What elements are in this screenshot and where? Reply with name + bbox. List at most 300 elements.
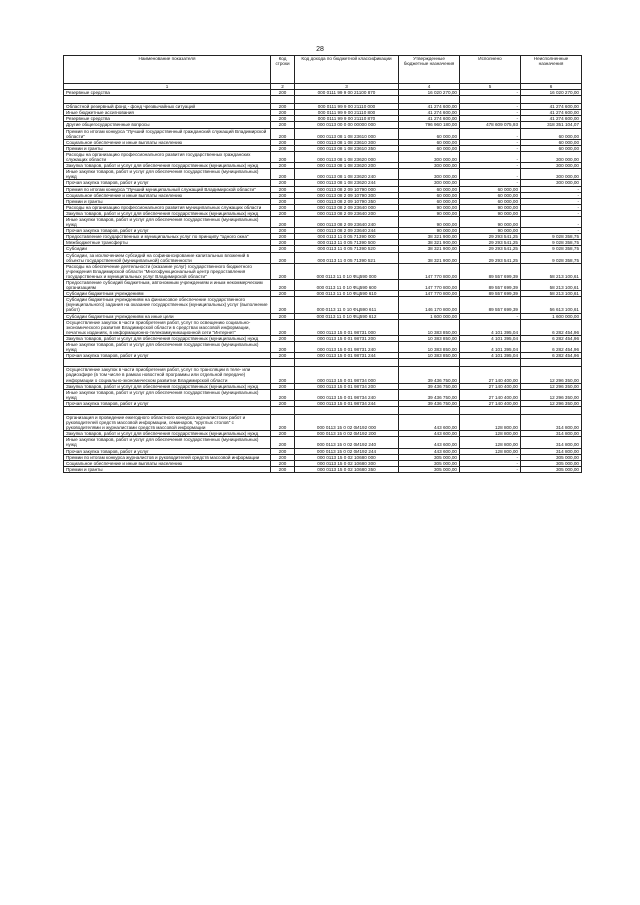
executed-cell: -	[460, 169, 521, 180]
unexecuted-cell: -	[521, 198, 582, 204]
executed-cell: -	[460, 163, 521, 169]
approved-cell: 38 321 900,00	[399, 252, 460, 263]
unexecuted-cell: 300 000,00	[521, 180, 582, 186]
executed-cell: -	[460, 128, 521, 139]
approved-cell: 1 600 000,00	[399, 313, 460, 319]
row-name-cell: Премии по итогам конкурса журналистов и руководителей средств массовой информации	[64, 454, 271, 460]
row-name-cell: Иные закупки товаров, работ и услуг для обеспечения государственных (муниципальных) нужд	[64, 342, 271, 353]
row-name-cell: Иные закупки товаров, работ и услуг для обеспечения государственных (муниципальных) нужд	[64, 389, 271, 400]
row-name-cell: Предоставление государственных и муниципальных услуг по принципу "одного окна"	[64, 234, 271, 240]
unexecuted-cell: 6 282 454,96	[521, 342, 582, 353]
row-name-cell: Субсидии, за исключением субсидий на софинансирование капитальных вложений в объекты государственной (муниципальной) собственности	[64, 252, 271, 263]
table-row	[64, 204, 582, 210]
unexecuted-cell: 56 613 100,61	[521, 297, 582, 313]
budget-code-cell: 000 0113 08 2 09 23640 000	[295, 204, 399, 210]
header-name: Наименование показателя	[64, 56, 271, 84]
executed-cell: 60 000,00	[460, 198, 521, 204]
unexecuted-cell: 41 274 600,00	[521, 110, 582, 116]
executed-cell: 89 557 699,39	[460, 291, 521, 297]
row-name-cell: Социальное обеспечение и иные выплаты населению	[64, 460, 271, 466]
header-row	[64, 56, 582, 84]
approved-cell: 90 000,00	[399, 216, 460, 227]
budget-code-cell: 000 0111 99 9 00 21110 000	[295, 104, 399, 110]
table-row	[64, 406, 582, 414]
budget-code-cell	[295, 96, 399, 104]
line-code-cell: 200	[271, 252, 295, 263]
approved-cell: 60 000,00	[399, 128, 460, 139]
table-row	[64, 353, 582, 359]
row-name-cell	[64, 96, 271, 104]
executed-cell: 27 140 400,00	[460, 367, 521, 383]
table-row	[64, 169, 582, 180]
approved-cell: 443 600,00	[399, 448, 460, 454]
budget-code-cell: 000 0111 99 9 00 21100 870	[295, 90, 399, 96]
budget-code-cell: 000 0113 08 1 08 23620 244	[295, 180, 399, 186]
table-row	[64, 431, 582, 437]
row-name-cell: Субсидии	[64, 246, 271, 252]
unexecuted-cell: 12 296 350,00	[521, 400, 582, 406]
row-name-cell: Иные бюджетные ассигнования	[64, 110, 271, 116]
executed-cell: 27 140 400,00	[460, 389, 521, 400]
unexecuted-cell: 41 274 600,00	[521, 104, 582, 110]
column-number: 3	[295, 84, 399, 90]
row-name-cell: Закупка товаров, работ и услуг для обеспечения государственных (муниципальных) нужд	[64, 431, 271, 437]
table-row	[64, 128, 582, 139]
approved-cell: 443 600,00	[399, 437, 460, 448]
line-code-cell: 200	[271, 389, 295, 400]
budget-code-cell: 000 0113 08 1 08 23620 200	[295, 163, 399, 169]
row-name-cell: Прочая закупка товаров, работ и услуг	[64, 448, 271, 454]
row-name-cell: Межбюджетные трансферты	[64, 240, 271, 246]
line-code-cell: 200	[271, 90, 295, 96]
line-code-cell: 200	[271, 163, 295, 169]
executed-cell: 89 557 699,39	[460, 263, 521, 279]
line-code-cell: 200	[271, 466, 295, 472]
budget-code-cell: 000 0111 99 9 00 21110 800	[295, 110, 399, 116]
executed-cell: -	[460, 139, 521, 145]
line-code-cell: 200	[271, 263, 295, 279]
line-code-cell: 200	[271, 460, 295, 466]
executed-cell: 29 293 541,25	[460, 234, 521, 240]
budget-code-cell: 000 0113 11 0 10 ФЦ590 611	[295, 297, 399, 313]
row-name-cell: Прочая закупка товаров, работ и услуг	[64, 353, 271, 359]
line-code-cell: 200	[271, 437, 295, 448]
budget-code-cell: 000 0113 08 1 08 23610 300	[295, 139, 399, 145]
line-code-cell: 200	[271, 169, 295, 180]
row-name-cell: Организация и проведение ежегодного областного конкурса журналистских работ и руководителей средств массовой информации, семинаров, "круглых столов" с руководителями и журналистами средств массовой информации	[64, 414, 271, 430]
executed-cell: -	[460, 110, 521, 116]
line-code-cell: 200	[271, 198, 295, 204]
budget-code-cell: 000 0113 08 2 09 23640 200	[295, 210, 399, 216]
budget-execution-table	[63, 55, 582, 473]
approved-cell: 147 770 800,00	[399, 291, 460, 297]
approved-cell: 443 600,00	[399, 414, 460, 430]
executed-cell: -	[460, 151, 521, 162]
approved-cell: 60 000,00	[399, 186, 460, 192]
line-code-cell: 200	[271, 454, 295, 460]
executed-cell: 27 140 400,00	[460, 383, 521, 389]
row-name-cell: Премия по итогам конкурса "Лучший муниципальный служащий Владимирской области"	[64, 186, 271, 192]
executed-cell: 27 140 400,00	[460, 400, 521, 406]
table-row	[64, 151, 582, 162]
line-code-cell: 200	[271, 180, 295, 186]
unexecuted-cell	[521, 406, 582, 414]
budget-code-cell: 000 0113 15 0 01 98731 244	[295, 353, 399, 359]
line-code-cell: 200	[271, 297, 295, 313]
budget-code-cell: 000 0113 15 0 02 10680 350	[295, 466, 399, 472]
approved-cell: 39 436 750,00	[399, 400, 460, 406]
row-name-cell: Расходы на организацию профессионального развития муниципальных служащих области	[64, 204, 271, 210]
table-row	[64, 280, 582, 291]
row-name-cell: Субсидии бюджетным учреждениям	[64, 291, 271, 297]
unexecuted-cell: 314 800,00	[521, 431, 582, 437]
line-code-cell: 200	[271, 414, 295, 430]
table-row	[64, 319, 582, 335]
unexecuted-cell: -	[521, 192, 582, 198]
executed-cell: -	[460, 116, 521, 122]
approved-cell: 60 000,00	[399, 198, 460, 204]
row-name-cell: Расходы на обеспечение деятельности (оказание услуг) государственного бюджетного учреждения Владимирской области "Многофункциональный центр предоставления государственных и муниципальных услуг Владимирской области"	[64, 263, 271, 279]
budget-code-cell: 000 0113 08 2 09 10790 000	[295, 186, 399, 192]
line-code-cell: 200	[271, 151, 295, 162]
unexecuted-cell: 12 296 350,00	[521, 389, 582, 400]
column-number: 6	[521, 84, 582, 90]
line-code-cell: 200	[271, 313, 295, 319]
table-row	[64, 234, 582, 240]
budget-code-cell: 000 0113 15 0 01 98731 200	[295, 335, 399, 341]
unexecuted-cell: 58 213 100,61	[521, 291, 582, 297]
budget-code-cell: 000 0113 15 0 02 0И192 200	[295, 431, 399, 437]
header-approved: Утвержденные бюджетные назначения	[399, 56, 460, 84]
line-code-cell: 200	[271, 128, 295, 139]
table-row	[64, 367, 582, 383]
budget-code-cell: 000 0113 11 0 10 ФЦ590 610	[295, 291, 399, 297]
executed-cell: 90 000,00	[460, 228, 521, 234]
column-number: 1	[64, 84, 271, 90]
budget-code-cell: 000 0113 15 0 01 98734 200	[295, 383, 399, 389]
approved-cell: 147 770 800,00	[399, 263, 460, 279]
unexecuted-cell: 6 282 454,96	[521, 353, 582, 359]
budget-code-cell: 000 0113 08 1 08 23610 350	[295, 145, 399, 151]
approved-cell: 41 274 600,00	[399, 110, 460, 116]
approved-cell: 38 321 900,00	[399, 240, 460, 246]
row-name-cell	[64, 359, 271, 367]
budget-code-cell: 000 0113 15 0 02 10680 000	[295, 454, 399, 460]
unexecuted-cell: 41 274 600,00	[521, 116, 582, 122]
approved-cell: 41 274 600,00	[399, 116, 460, 122]
unexecuted-cell: 300 000,00	[521, 163, 582, 169]
approved-cell: 41 274 600,00	[399, 104, 460, 110]
line-code-cell: 200	[271, 104, 295, 110]
unexecuted-cell: -	[521, 216, 582, 227]
line-code-cell: 200	[271, 210, 295, 216]
unexecuted-cell: 9 028 358,75	[521, 234, 582, 240]
unexecuted-cell: 60 000,00	[521, 145, 582, 151]
row-name-cell: Премии и гранты	[64, 145, 271, 151]
budget-code-cell: 000 0113 08 2 09 10790 300	[295, 192, 399, 198]
row-name-cell: Премия по итогам конкурса "Лучший государственный гражданский служащий Владимирской области"	[64, 128, 271, 139]
row-name-cell: Субсидии бюджетным учреждениям на иные цели	[64, 313, 271, 319]
unexecuted-cell: 300 000,00	[521, 169, 582, 180]
unexecuted-cell: 60 000,00	[521, 139, 582, 145]
line-code-cell: 200	[271, 367, 295, 383]
unexecuted-cell: 58 213 100,61	[521, 280, 582, 291]
row-name-cell: Иные закупки товаров, работ и услуг для обеспечения государственных (муниципальных) нужд	[64, 216, 271, 227]
budget-code-cell: 000 0113 15 0 01 98731 000	[295, 319, 399, 335]
row-name-cell: Социальное обеспечение и иные выплаты населению	[64, 192, 271, 198]
unexecuted-cell: 300 000,00	[521, 151, 582, 162]
header-unexecuted: Неисполненные назначения	[521, 56, 582, 84]
row-name-cell: Областной резервный фонд - фонд чрезвычайных ситуаций	[64, 104, 271, 110]
approved-cell: 305 000,00	[399, 460, 460, 466]
table-row	[64, 291, 582, 297]
unexecuted-cell: 58 213 100,61	[521, 263, 582, 279]
line-code-cell: 200	[271, 280, 295, 291]
executed-cell: 4 101 395,04	[460, 319, 521, 335]
executed-cell: -	[460, 145, 521, 151]
unexecuted-cell: 6 282 454,96	[521, 335, 582, 341]
table-row	[64, 389, 582, 400]
budget-code-cell: 000 0113 15 0 01 98734 244	[295, 400, 399, 406]
row-name-cell: Осуществление закупок в части приобретения работ, услуг по освещению социально-экономического развития Владимирской области в средствах массовой информации, печатных изданиях, в информационно-телекоммуникационной сети "Интернет"	[64, 319, 271, 335]
unexecuted-cell: -	[521, 228, 582, 234]
line-code-cell: 200	[271, 186, 295, 192]
executed-cell: 4 101 395,04	[460, 342, 521, 353]
table-row	[64, 252, 582, 263]
unexecuted-cell: 314 800,00	[521, 414, 582, 430]
executed-cell: 89 557 699,39	[460, 280, 521, 291]
executed-cell: -	[460, 90, 521, 96]
table-row	[64, 466, 582, 472]
row-name-cell: Расходы на организацию профессионального развития государственных гражданских служащих области	[64, 151, 271, 162]
table-row	[64, 437, 582, 448]
executed-cell: 128 800,00	[460, 431, 521, 437]
line-code-cell: 200	[271, 319, 295, 335]
line-code-cell: 200	[271, 139, 295, 145]
column-number: 2	[271, 84, 295, 90]
approved-cell: 90 000,00	[399, 204, 460, 210]
line-code-cell: 200	[271, 353, 295, 359]
line-code-cell: 200	[271, 240, 295, 246]
budget-code-cell: 000 0113 11 0 05 71390 500	[295, 240, 399, 246]
budget-code-cell: 000 0111 99 9 00 21110 870	[295, 116, 399, 122]
line-code-cell: 200	[271, 400, 295, 406]
row-name-cell: Субсидии бюджетным учреждениям на финансовое обеспечение государственного (муниципального) задания на оказание государственных (муниципальных) услуг (выполнение работ)	[64, 297, 271, 313]
row-name-cell: Прочая закупка товаров, работ и услуг	[64, 228, 271, 234]
table-row	[64, 297, 582, 313]
budget-code-cell: 000 0113 11 0 10 ФЦ590 612	[295, 313, 399, 319]
budget-code-cell: 000 0113 15 0 02 0И192 000	[295, 414, 399, 430]
line-code-cell: 200	[271, 228, 295, 234]
unexecuted-cell: 305 000,00	[521, 454, 582, 460]
budget-code-cell: 000 0113 08 1 08 23620 240	[295, 169, 399, 180]
unexecuted-cell: 6 282 454,96	[521, 319, 582, 335]
approved-cell: 39 436 750,00	[399, 367, 460, 383]
executed-cell: 90 000,00	[460, 216, 521, 227]
row-name-cell: Резервные средства	[64, 116, 271, 122]
executed-cell: 89 557 699,39	[460, 297, 521, 313]
executed-cell: 90 000,00	[460, 204, 521, 210]
approved-cell: 300 000,00	[399, 163, 460, 169]
budget-code-cell	[295, 406, 399, 414]
executed-cell: -	[460, 460, 521, 466]
line-code-cell	[271, 96, 295, 104]
line-code-cell: 200	[271, 431, 295, 437]
line-code-cell: 200	[271, 216, 295, 227]
row-name-cell: Премии и гранты	[64, 466, 271, 472]
executed-cell: -	[460, 454, 521, 460]
unexecuted-cell: 305 000,00	[521, 460, 582, 466]
approved-cell: 16 020 270,00	[399, 90, 460, 96]
row-name-cell: Прочая закупка товаров, работ и услуг	[64, 400, 271, 406]
budget-code-cell: 000 0113 15 0 02 0И192 240	[295, 437, 399, 448]
executed-cell: -	[460, 466, 521, 472]
line-code-cell: 200	[271, 335, 295, 341]
table-row	[64, 122, 582, 128]
row-name-cell: Предоставление субсидий бюджетным, автономным учреждениям и иным некоммерческим организациям	[64, 280, 271, 291]
row-name-cell: Осуществление закупок в части приобретения работ, услуг по трансляции в теле- или радиоэфире (в том числе в рамках новостной программы или отдельной передаче) информации о социально-экономическом развитии Владимирской области	[64, 367, 271, 383]
line-code-cell: 200	[271, 116, 295, 122]
column-number: 4	[399, 84, 460, 90]
approved-cell: 147 770 800,00	[399, 280, 460, 291]
column-number: 5	[460, 84, 521, 90]
unexecuted-cell: 314 800,00	[521, 448, 582, 454]
approved-cell	[399, 406, 460, 414]
budget-code-cell: 000 0113 11 0 05 71390 000	[295, 234, 399, 240]
executed-cell: 90 000,00	[460, 210, 521, 216]
row-name-cell: Премии и гранты	[64, 198, 271, 204]
header-line-code: Код строки	[271, 56, 295, 84]
row-name-cell: Иные закупки товаров, работ и услуг для обеспечения государственных (муниципальных) нужд	[64, 169, 271, 180]
table-row	[64, 210, 582, 216]
line-code-cell: 200	[271, 192, 295, 198]
approved-cell: 90 000,00	[399, 210, 460, 216]
table-row	[64, 263, 582, 279]
unexecuted-cell: 305 000,00	[521, 466, 582, 472]
page-number: 28	[316, 46, 324, 53]
budget-code-cell: 000 0113 08 2 09 23640 240	[295, 216, 399, 227]
line-code-cell	[271, 406, 295, 414]
unexecuted-cell: -	[521, 186, 582, 192]
table-row	[64, 400, 582, 406]
approved-cell: 90 000,00	[399, 228, 460, 234]
budget-code-cell: 000 0113 15 0 01 98731 240	[295, 342, 399, 353]
budget-code-cell: 000 0113 08 1 08 23620 000	[295, 151, 399, 162]
approved-cell: 10 383 850,00	[399, 353, 460, 359]
table-row	[64, 186, 582, 192]
table-row	[64, 96, 582, 104]
approved-cell: 443 600,00	[399, 431, 460, 437]
header-budget-code: Код дохода по бюджетной классификации	[295, 56, 399, 84]
table-row	[64, 359, 582, 367]
approved-cell: 146 170 800,00	[399, 297, 460, 313]
approved-cell: 10 383 850,00	[399, 319, 460, 335]
line-code-cell: 200	[271, 342, 295, 353]
executed-cell: 60 000,00	[460, 186, 521, 192]
line-code-cell: 200	[271, 110, 295, 116]
executed-cell	[460, 359, 521, 367]
approved-cell: 10 383 850,00	[399, 335, 460, 341]
line-code-cell: 200	[271, 204, 295, 210]
table-row	[64, 335, 582, 341]
budget-code-cell: 000 0113 08 1 08 23610 000	[295, 128, 399, 139]
unexecuted-cell: 12 296 350,00	[521, 367, 582, 383]
approved-cell: 38 321 900,00	[399, 246, 460, 252]
unexecuted-cell: -	[521, 204, 582, 210]
executed-cell: 60 000,00	[460, 192, 521, 198]
budget-code-cell	[295, 359, 399, 367]
line-code-cell: 200	[271, 145, 295, 151]
executed-cell: -	[460, 180, 521, 186]
row-name-cell: Закупка товаров, работ и услуг для обеспечения государственных (муниципальных) нужд	[64, 335, 271, 341]
approved-cell: 60 000,00	[399, 145, 460, 151]
unexecuted-cell: 9 028 358,75	[521, 246, 582, 252]
table-row	[64, 228, 582, 234]
table-row	[64, 383, 582, 389]
line-code-cell: 200	[271, 122, 295, 128]
budget-code-cell: 000 0113 11 0 10 ФЦ590 000	[295, 263, 399, 279]
budget-code-cell: 000 0113 11 0 10 ФЦ590 600	[295, 280, 399, 291]
approved-cell: 39 436 750,00	[399, 389, 460, 400]
executed-cell	[460, 96, 521, 104]
executed-cell: 4 101 395,04	[460, 353, 521, 359]
approved-cell: 10 383 850,00	[399, 342, 460, 353]
executed-cell: -	[460, 313, 521, 319]
unexecuted-cell: 9 028 358,75	[521, 252, 582, 263]
line-code-cell: 200	[271, 291, 295, 297]
executed-cell: -	[460, 104, 521, 110]
table-row	[64, 342, 582, 353]
budget-code-cell: 000 0113 11 0 05 71390 520	[295, 246, 399, 252]
row-name-cell	[64, 406, 271, 414]
unexecuted-cell: 318 351 104,07	[521, 122, 582, 128]
row-name-cell: Резервные средства	[64, 90, 271, 96]
approved-cell	[399, 359, 460, 367]
executed-cell	[460, 406, 521, 414]
line-code-cell: 200	[271, 234, 295, 240]
approved-cell: 305 000,00	[399, 466, 460, 472]
budget-code-cell: 000 0113 00 0 00 00000 000	[295, 122, 399, 128]
row-name-cell: Закупка товаров, работ и услуг для обеспечения государственных (муниципальных) нужд	[64, 383, 271, 389]
executed-cell: 29 293 541,25	[460, 240, 521, 246]
row-name-cell: Прочая закупка товаров, работ и услуг	[64, 180, 271, 186]
unexecuted-cell	[521, 96, 582, 104]
line-code-cell: 200	[271, 448, 295, 454]
approved-cell	[399, 96, 460, 104]
approved-cell: 300 000,00	[399, 180, 460, 186]
budget-code-cell: 000 0113 08 2 09 23640 244	[295, 228, 399, 234]
budget-code-cell: 000 0113 08 2 09 10790 350	[295, 198, 399, 204]
unexecuted-cell: 1 600 000,00	[521, 313, 582, 319]
budget-code-cell: 000 0113 15 0 01 98734 000	[295, 367, 399, 383]
unexecuted-cell: 60 000,00	[521, 128, 582, 139]
executed-cell: 128 800,00	[460, 437, 521, 448]
approved-cell: 300 000,00	[399, 169, 460, 180]
approved-cell: 305 000,00	[399, 454, 460, 460]
budget-code-cell: 000 0113 15 0 01 98734 240	[295, 389, 399, 400]
table-row	[64, 414, 582, 430]
executed-cell: 4 101 395,04	[460, 335, 521, 341]
line-code-cell	[271, 359, 295, 367]
budget-code-cell: 000 0113 15 0 02 0И192 244	[295, 448, 399, 454]
unexecuted-cell: 9 028 358,75	[521, 240, 582, 246]
unexecuted-cell: -	[521, 210, 582, 216]
approved-cell: 796 960 180,00	[399, 122, 460, 128]
executed-cell: 128 800,00	[460, 414, 521, 430]
executed-cell: 128 800,00	[460, 448, 521, 454]
budget-code-cell: 000 0113 15 0 02 10680 300	[295, 460, 399, 466]
budget-code-cell: 000 0113 11 0 05 71390 521	[295, 252, 399, 263]
